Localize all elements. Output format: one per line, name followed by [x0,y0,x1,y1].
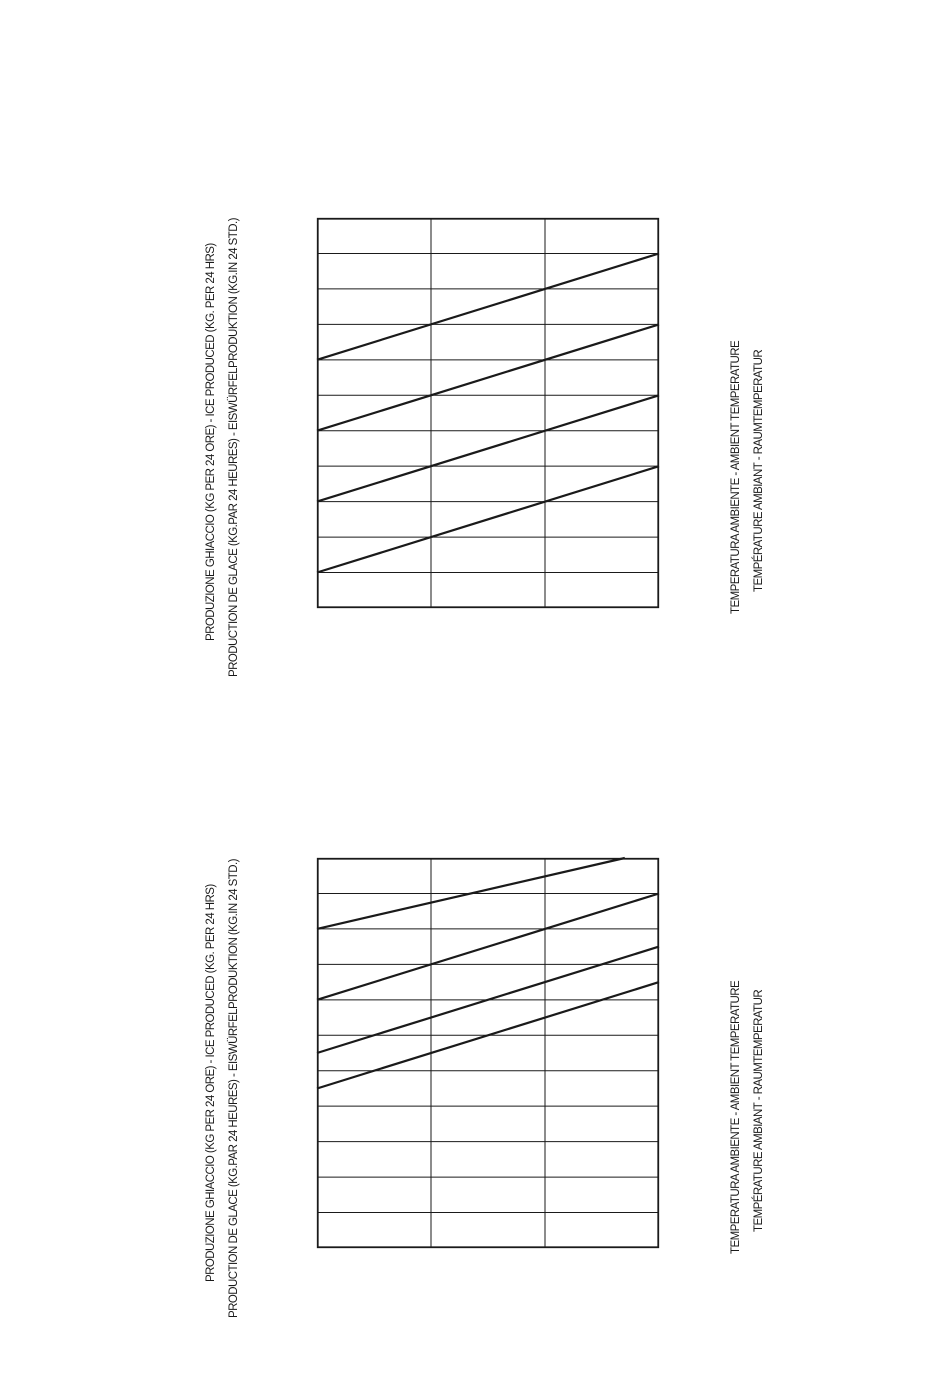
ice-production-chart-1 [0,0,950,677]
chart-svg [317,858,659,1248]
series-line [317,324,659,430]
series-line [317,254,659,360]
plot-area [317,218,659,608]
series-line [317,395,659,501]
series-line [317,466,659,572]
ice-production-chart-2 [0,640,950,1318]
series-line [317,894,659,1000]
chart-svg [317,218,659,608]
y-axis-label-line-1: PRODUZIONE GHIACCIO (KG PER 24 ORE) - ICE PRODUCED (KG. PER 24 HRS) [205,243,217,641]
y-axis-label-line-2: PRODUCTION DE GLACE (KG.PAR 24 HEURES) - EISWÜRFELPRODUKTION (KG.IN 24 STD.) [228,859,240,1318]
x-axis-label-line-2: TEMPÉRATURE AMBIANT - RAUMTEMPERATUR [753,349,765,592]
plot-frame [318,219,659,608]
y-axis-label-line-2: PRODUCTION DE GLACE (KG.PAR 24 HEURES) - EISWÜRFELPRODUKTION (KG.IN 24 STD.) [228,218,240,677]
x-axis-label-line-2: TEMPÉRATURE AMBIANT - RAUMTEMPERATUR [753,989,765,1232]
plot-area [317,858,659,1248]
y-axis-label-line-1: PRODUZIONE GHIACCIO (KG PER 24 ORE) - ICE PRODUCED (KG. PER 24 HRS) [205,884,217,1282]
x-axis-label-line-1: TEMPERATURA AMBIENTE - AMBIENT TEMPERATURE [730,340,742,614]
x-axis-label-line-1: TEMPERATURA AMBIENTE - AMBIENT TEMPERATURE [730,980,742,1254]
